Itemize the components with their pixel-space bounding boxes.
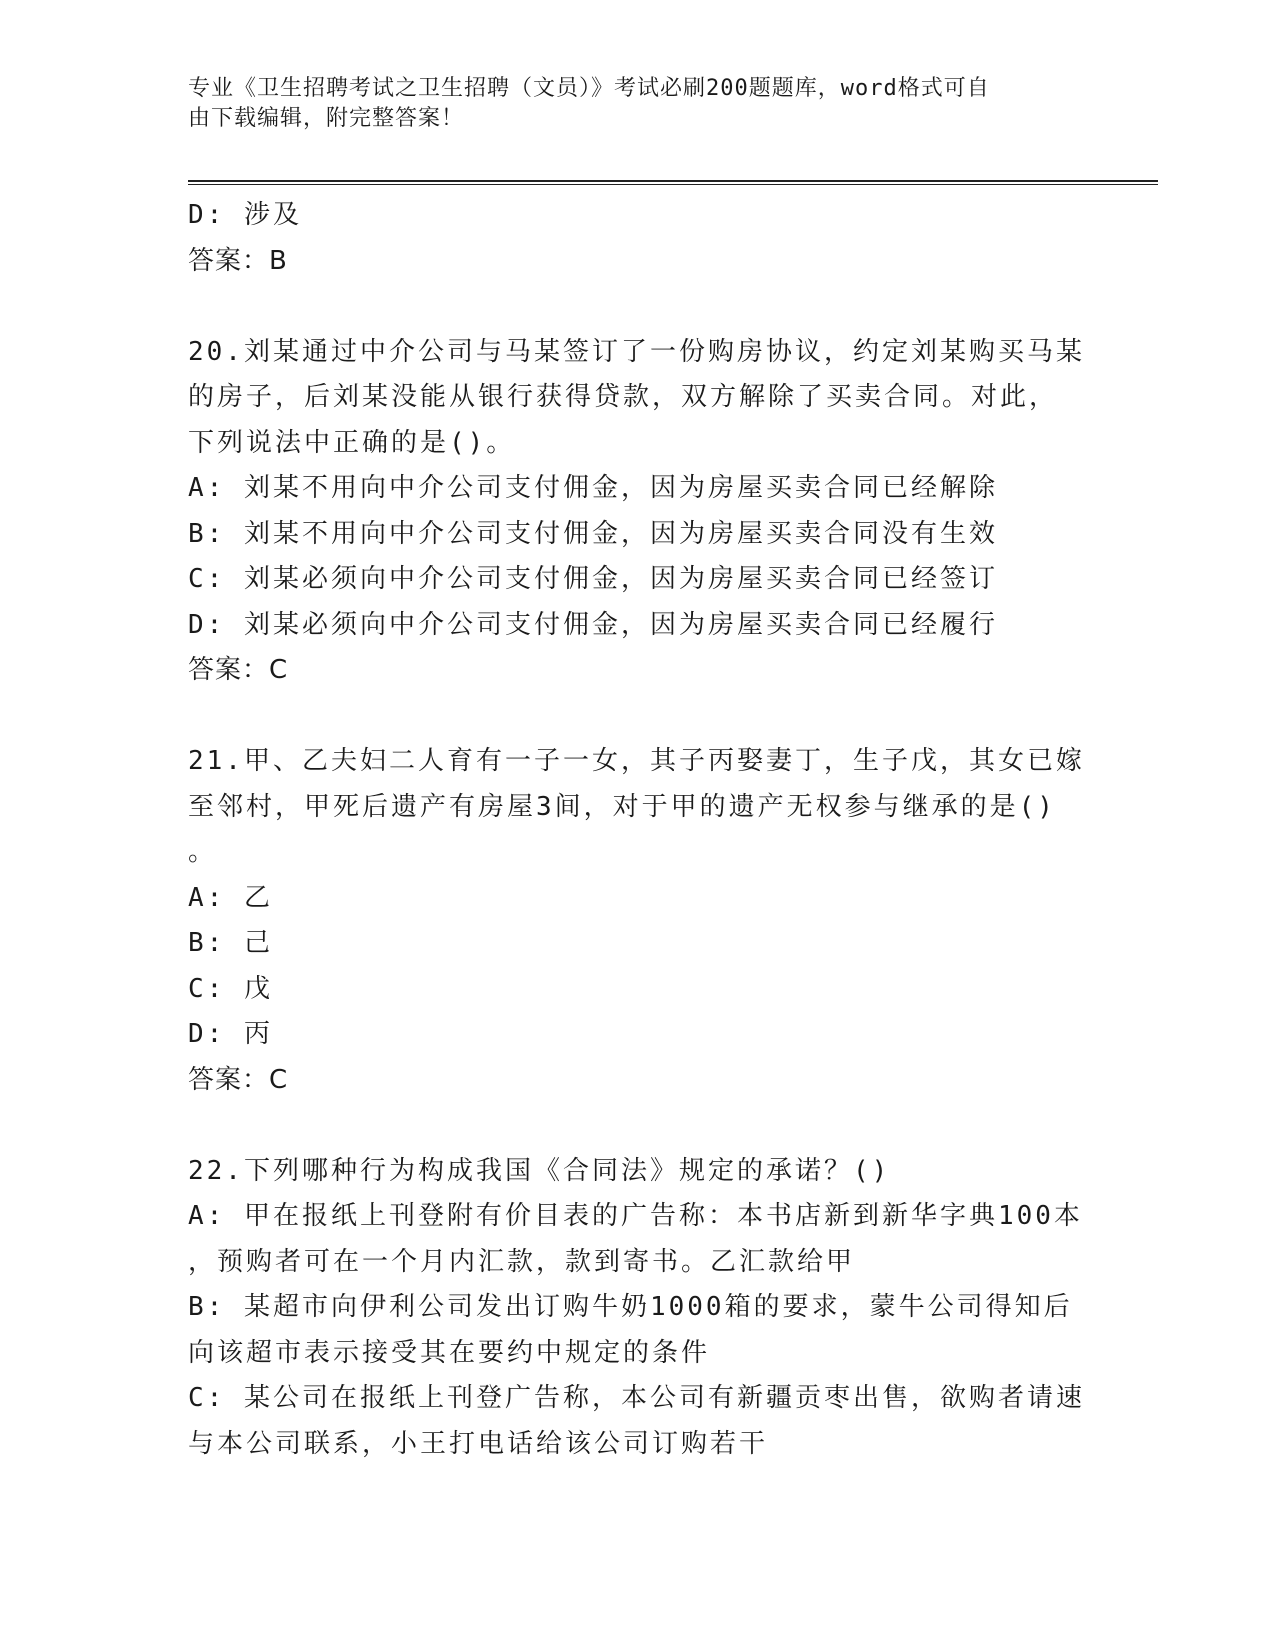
q21-stem-line-2: 至邻村，甲死后遗产有房屋3间，对于甲的遗产无权参与继承的是()	[188, 791, 1056, 822]
header-line-1: 专业《卫生招聘考试之卫生招聘（文员）》考试必刷200题题库，word格式可自	[188, 76, 990, 101]
q22-option-c-line-1: C: 某公司在报纸上刊登广告称，本公司有新疆贡枣出售，欲购者请速	[188, 1383, 1085, 1413]
q20-option-c: C: 刘某必须向中介公司支付佣金，因为房屋买卖合同已经签订	[188, 564, 998, 594]
q20-option-d: D: 刘某必须向中介公司支付佣金，因为房屋买卖合同已经履行	[188, 609, 998, 640]
q20-option-a: A: 刘某不用向中介公司支付佣金，因为房屋买卖合同已经解除	[188, 473, 998, 503]
document-header	[188, 74, 1068, 134]
q22-option-a-line-1: A: 甲在报纸上刊登附有价目表的广告称：本书店新到新华字典100本	[188, 1201, 1083, 1231]
header-rule-thin	[188, 184, 1158, 185]
q21-option-d: D: 丙	[188, 1019, 273, 1049]
q19-option-d: D: 涉及	[188, 200, 302, 230]
q22-option-b-line-1: B: 某超市向伊利公司发出订购牛奶1000箱的要求，蒙牛公司得知后	[188, 1292, 1073, 1322]
question-content	[188, 193, 1088, 1467]
q20-answer: 答案：C	[188, 655, 289, 685]
q22-stem-line-1: 22.下列哪种行为构成我国《合同法》规定的承诺？()	[188, 1155, 891, 1186]
q21-option-a: A: 乙	[188, 882, 273, 913]
q22-option-a-line-2: ，预购者可在一个月内汇款，款到寄书。乙汇款给甲	[188, 1246, 856, 1277]
q21-stem-line-3: 。	[188, 837, 218, 867]
spacer	[188, 1103, 1088, 1149]
q22-option-c-line-2: 与本公司联系，小王打电话给该公司订购若干	[188, 1428, 769, 1459]
spacer	[188, 694, 1088, 740]
spacer	[188, 284, 1088, 330]
q20-stem-line-2: 的房子，后刘某没能从银行获得贷款，双方解除了买卖合同。对此，	[188, 382, 1059, 412]
q21-answer: 答案：C	[188, 1064, 289, 1095]
q20-stem-line-1: 20.刘某通过中介公司与马某签订了一份购房协议，约定刘某购买马某	[188, 336, 1085, 367]
q21-stem-line-1: 21.甲、乙夫妇二人育有一子一女，其子丙娶妻丁，生子戊，其女已嫁	[188, 746, 1085, 776]
q20-stem-line-3: 下列说法中正确的是()。	[188, 427, 516, 458]
q21-option-b: B: 己	[188, 928, 273, 958]
header-line-2: 由下载编辑，附完整答案！	[188, 106, 465, 131]
q22-option-b-line-2: 向该超市表示接受其在要约中规定的条件	[188, 1337, 711, 1368]
header-rule-thick	[188, 180, 1158, 182]
q20-option-b: B: 刘某不用向中介公司支付佣金，因为房屋买卖合同没有生效	[188, 518, 998, 549]
q19-answer: 答案：B	[188, 245, 288, 276]
q21-option-c: C: 戊	[188, 973, 273, 1004]
